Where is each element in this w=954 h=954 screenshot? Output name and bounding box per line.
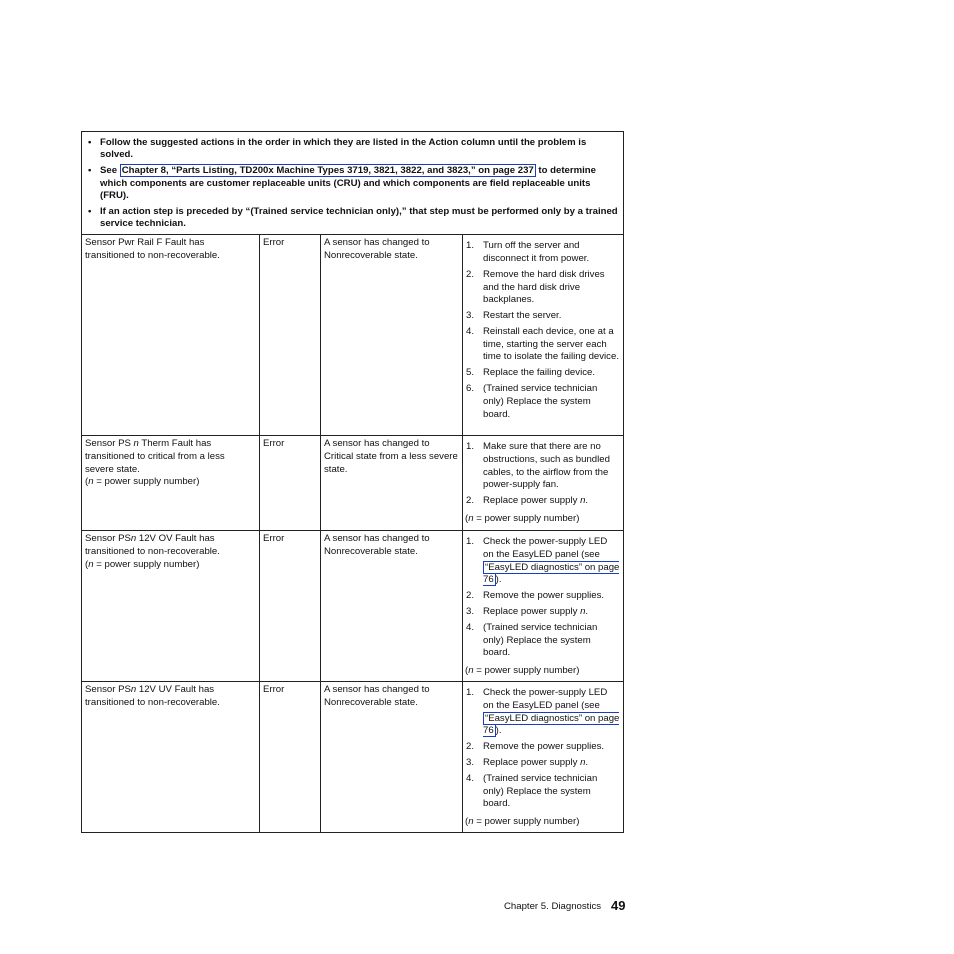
description-text: A sensor has changed to Critical state from a less severe state.	[324, 438, 458, 475]
message-text: Sensor PS	[85, 533, 131, 545]
severity-cell	[260, 436, 321, 530]
step-text: Turn off the server and disconnect it from power.	[483, 240, 590, 265]
step-number: 3.	[466, 310, 475, 322]
note-text: = power supply number)	[93, 558, 200, 570]
action-step	[465, 757, 620, 770]
bullet: •	[88, 165, 92, 177]
message-text: Sensor Pwr Rail F Fault has transitioned to non-recoverable.	[85, 237, 220, 262]
step-number: 4.	[466, 622, 475, 634]
action-step	[465, 441, 620, 491]
step-text	[483, 606, 620, 619]
parts-listing-link[interactable]: Chapter 8, “Parts Listing, TD200x Machine Types 3719, 3821, 3822, and 3823,” on page 237	[121, 165, 534, 177]
step-text: Reinstall each device, one at a time, starting the server each time to isolate the failing device.	[483, 326, 619, 363]
severity-text: Error	[263, 237, 285, 249]
table-row	[82, 681, 623, 832]
bullet: •	[88, 137, 92, 148]
action-step	[465, 773, 620, 811]
message-cell	[82, 235, 260, 435]
step-number: 2.	[466, 590, 475, 602]
action-step	[465, 326, 620, 364]
action-cell	[463, 531, 623, 681]
step-number: 2.	[466, 741, 475, 753]
table-row	[82, 435, 623, 530]
action-step	[465, 269, 620, 307]
message-text: Therm Fault has transitioned to critical from a less severe state.	[85, 438, 225, 475]
step-text-part: .	[585, 495, 589, 507]
action-step	[465, 536, 620, 586]
description-cell	[321, 235, 463, 435]
description-text: A sensor has changed to Nonrecoverable state.	[324, 237, 430, 262]
step-number: 4.	[466, 326, 475, 338]
footnote-text: (	[465, 815, 469, 827]
severity-text: Error	[263, 533, 285, 545]
variable-n: n	[130, 533, 137, 545]
variable-n: n	[88, 558, 94, 570]
action-cell	[463, 682, 623, 832]
table-row	[82, 530, 623, 681]
note-item	[86, 206, 619, 230]
step-text-part: Replace power supply	[483, 495, 581, 507]
message-text: Sensor PS	[85, 438, 134, 450]
step-text-part: Check the power-supply LED on the EasyLED panel (see	[483, 536, 608, 561]
action-footnote	[465, 816, 620, 829]
action-cell	[463, 235, 623, 435]
severity-text: Error	[263, 684, 285, 696]
step-number: 1.	[466, 536, 475, 548]
note-text: (	[85, 476, 89, 488]
table-row	[82, 234, 623, 435]
step-number: 3.	[466, 757, 475, 769]
action-footnote	[465, 665, 620, 678]
step-text-part: Check the power-supply LED on the EasyLED panel (see	[483, 687, 608, 712]
step-text-part: Replace power supply	[483, 606, 581, 618]
easyled-diagnostics-link[interactable]: “EasyLED diagnostics” on page 76	[483, 712, 620, 737]
footnote-text: = power supply number)	[473, 512, 580, 524]
note-text: If an action step is preceded by “(Trained service technician only),” that step must be performed only by a trained service technician.	[100, 206, 618, 230]
easyled-diagnostics-link[interactable]: “EasyLED diagnostics” on page 76	[483, 561, 620, 586]
variable-n: n	[580, 757, 586, 769]
severity-cell	[260, 682, 321, 832]
variable-n: n	[468, 512, 474, 524]
step-number: 2.	[466, 269, 475, 280]
step-text: Remove the hard disk drives and the hard disk drive backplanes.	[483, 269, 605, 306]
action-step	[465, 622, 620, 660]
action-step	[465, 590, 620, 603]
step-text-part: ).	[495, 725, 502, 737]
message-cell	[82, 682, 260, 832]
step-text: (Trained service technician only) Replace the system board.	[483, 773, 598, 810]
step-text: (Trained service technician only) Replace the system board.	[483, 622, 598, 659]
step-text: Replace the failing device.	[483, 367, 595, 379]
step-text-part: ).	[495, 574, 502, 586]
footnote-text: = power supply number)	[473, 664, 580, 676]
variable-n: n	[88, 476, 94, 488]
description-cell	[321, 531, 463, 681]
step-number: 4.	[466, 773, 475, 785]
message-cell	[82, 436, 260, 530]
variable-n: n	[133, 438, 139, 450]
footnote-text: (	[465, 664, 469, 676]
action-step	[465, 240, 620, 265]
step-text-part: Replace power supply	[483, 757, 581, 769]
step-number: 1.	[466, 240, 475, 252]
description-text: A sensor has changed to Nonrecoverable state.	[324, 684, 430, 709]
variable-n: n	[130, 684, 137, 696]
chapter-footer: Chapter 5. Diagnostics	[504, 901, 602, 912]
step-text	[483, 687, 620, 737]
variable-n: n	[580, 606, 586, 618]
action-step	[465, 367, 620, 380]
note-item	[86, 137, 619, 161]
severity-cell	[260, 531, 321, 681]
message-text: Sensor PS	[85, 684, 131, 696]
note-text: See	[100, 165, 120, 177]
note-text: to determine which components are customer replaceable units (CRU) and which components are field replaceable units (FRU).	[100, 165, 597, 201]
message-text: 12V OV Fault has transitioned to non-recoverable.	[85, 533, 220, 558]
action-step	[465, 687, 620, 737]
action-cell	[463, 436, 623, 530]
step-text-part: .	[585, 606, 589, 618]
step-text: Restart the server.	[483, 310, 562, 322]
step-number: 6.	[466, 383, 475, 395]
step-text: Remove the power supplies.	[483, 741, 605, 753]
error-code-table	[81, 131, 624, 833]
step-text: (Trained service technician only) Replace the system board.	[483, 383, 598, 420]
step-text	[483, 495, 620, 508]
severity-text: Error	[263, 438, 285, 450]
action-step	[465, 606, 620, 619]
step-number: 2.	[466, 495, 475, 507]
note-text: = power supply number)	[93, 476, 200, 488]
action-step	[465, 741, 620, 754]
action-footnote	[465, 513, 620, 526]
action-step	[465, 383, 620, 421]
variable-n: n	[468, 664, 474, 676]
action-step	[465, 495, 620, 508]
step-number: 1.	[466, 441, 475, 453]
step-number: 1.	[466, 687, 475, 699]
note-item	[86, 165, 619, 202]
variable-n: n	[468, 815, 474, 827]
description-text: A sensor has changed to Nonrecoverable state.	[324, 533, 430, 558]
note-text: (	[85, 558, 89, 570]
message-text: 12V UV Fault has transitioned to non-recoverable.	[85, 684, 220, 709]
step-text: Make sure that there are no obstructions, such as bundled cables, to the airflow from the power-supply fan.	[483, 441, 610, 491]
step-number: 5.	[466, 367, 475, 379]
step-text	[483, 757, 620, 770]
description-cell	[321, 682, 463, 832]
step-text-part: .	[585, 757, 589, 769]
note-text: Follow the suggested actions in the order in which they are listed in the Action column until the problem is solved.	[100, 137, 587, 161]
description-cell	[321, 436, 463, 530]
message-cell	[82, 531, 260, 681]
page-number: 49	[611, 898, 626, 913]
step-text	[483, 536, 620, 586]
step-number: 3.	[466, 606, 475, 618]
step-text: Remove the power supplies.	[483, 590, 605, 602]
table-notes	[82, 132, 623, 234]
variable-n: n	[580, 495, 586, 507]
severity-cell	[260, 235, 321, 435]
footnote-text: (	[465, 512, 469, 524]
bullet: •	[88, 206, 92, 218]
action-step	[465, 310, 620, 323]
footnote-text: = power supply number)	[473, 815, 580, 827]
